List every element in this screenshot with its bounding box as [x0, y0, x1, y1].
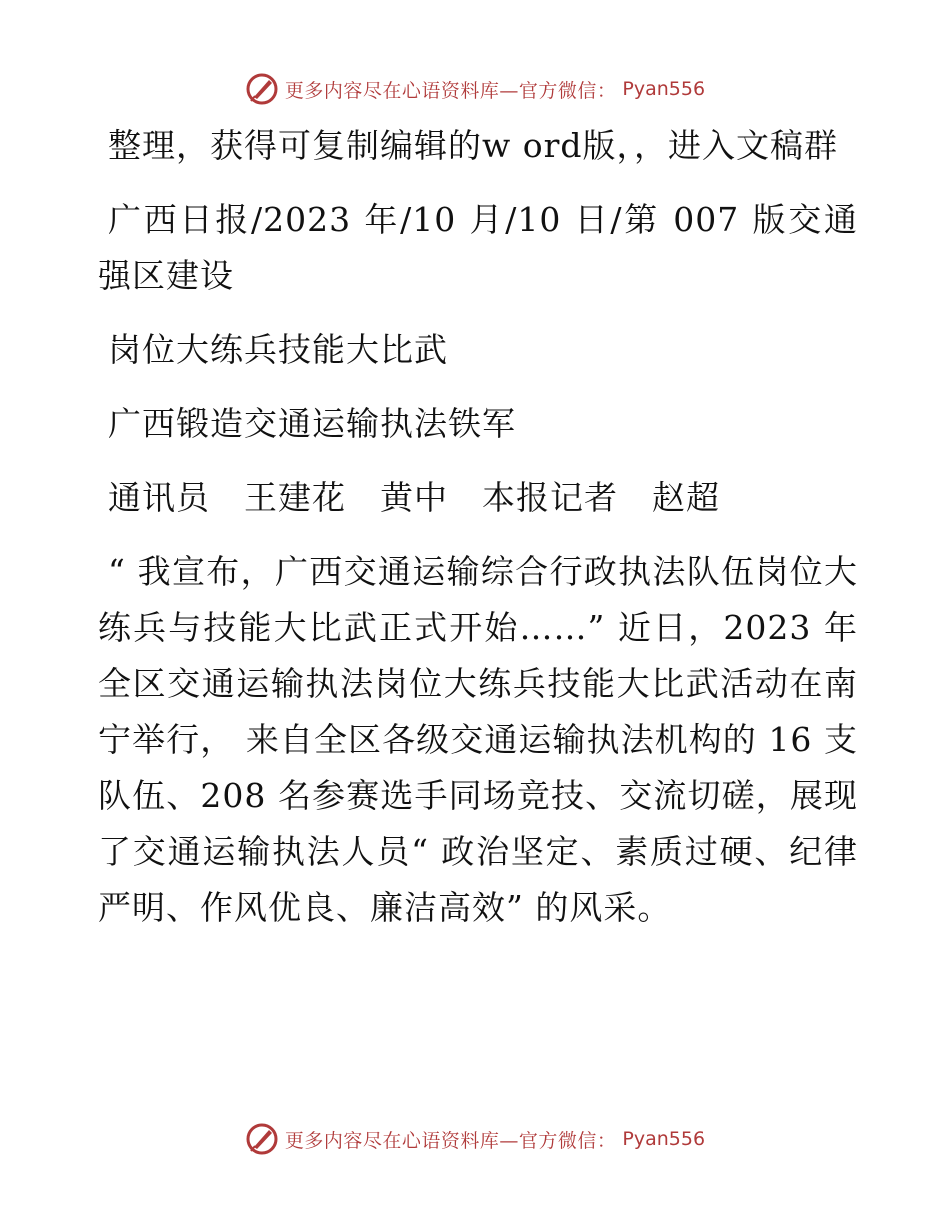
body-paragraph: “ 我宣布，广西交通运输综合行政执法队伍岗位大练兵与技能大比武正式开始……” 近日，2023 年全区交通运输执法岗位大练兵技能大比武活动在南宁举行， 来自全区各级交通运输执法机构的 16 支队伍、208 名参赛选手同场竞技、交流切磋，展现了交通运输执法人员“ 政治坚定、素质过硬、纪律严明、作风优良、廉洁高效” 的风采。: [98, 552, 858, 927]
intro-note: 整理，获得可复制编辑的w ord版，，进入文稿群: [108, 126, 839, 165]
source-line: 广西日报/2023 年/10 月/10 日/第 007 版交通强区建设: [98, 200, 858, 295]
article-kicker: 岗位大练兵技能大比武: [108, 330, 448, 369]
quill-pen-logo-icon: [245, 1122, 279, 1156]
quill-pen-logo-icon: [245, 72, 279, 106]
banner-text: 更多内容尽在心语资料库—官方微信：: [284, 79, 617, 102]
banner-wechat-id: Pyan556: [622, 1128, 706, 1150]
banner-wechat-id: Pyan556: [622, 78, 706, 100]
banner-text: 更多内容尽在心语资料库—官方微信：: [284, 1129, 617, 1152]
article-title: 广西锻造交通运输执法铁军: [108, 404, 516, 443]
footer-watermark-banner: [0, 1122, 950, 1156]
byline: 通讯员 王建花 黄中 本报记者 赵超: [108, 478, 720, 517]
document-body: [98, 118, 858, 954]
header-watermark-banner: [0, 72, 950, 106]
